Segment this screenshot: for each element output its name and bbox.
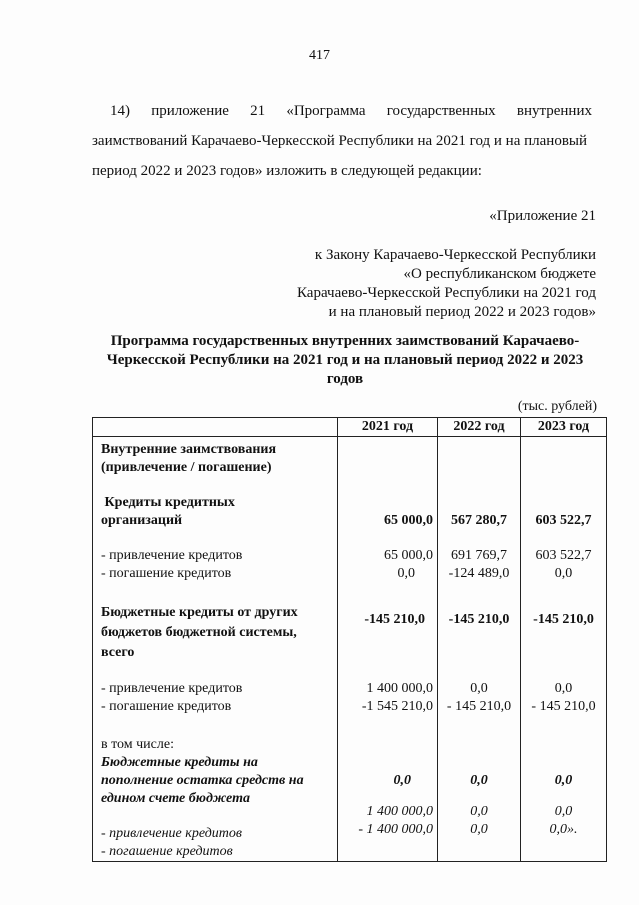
- appendix-reference: [297, 246, 596, 322]
- value-cell: - 145 210,0: [531, 699, 596, 714]
- value-cell: -145 210,0: [364, 612, 425, 627]
- value-cell: 65 000,0: [384, 513, 433, 528]
- value-cell: 0,0: [470, 804, 488, 819]
- intro-line: период 2022 и 2023 годов» изложить в следующей редакции:: [92, 163, 482, 179]
- value-cell: 0,0: [470, 773, 488, 788]
- value-cell: -124 489,0: [448, 566, 510, 581]
- value-cell: 0,0: [393, 773, 411, 788]
- page-number: 417: [309, 48, 330, 63]
- table-header-row: [93, 418, 607, 437]
- value-cell: 0,0: [470, 681, 488, 696]
- value-cell: 603 522,7: [535, 548, 592, 563]
- value-cell: -145 210,0: [448, 612, 510, 627]
- value-cell: -1 545 210,0: [361, 699, 433, 714]
- value-cell: 567 280,7: [451, 513, 507, 528]
- column-2021: [338, 437, 438, 862]
- header-cell: [93, 418, 338, 437]
- value-cell: - 145 210,0: [446, 699, 512, 714]
- units-label: (тыс. рублей): [517, 399, 597, 414]
- appendix-line: Карачаево-Черкесской Республики на 2021 год: [297, 285, 596, 301]
- appendix-title: «Приложение 21: [489, 208, 596, 224]
- intro-line: заимствований Карачаево-Черкесской Республики на 2021 год и на плановый: [92, 133, 588, 149]
- row-label: Внутренние заимствования (привлечение / погашение): [101, 442, 277, 475]
- value-cell: 691 769,7: [451, 548, 507, 563]
- column-2023: [521, 437, 607, 862]
- row-label: Бюджетные кредиты от других бюджетов бюджетной системы, всего: [101, 605, 298, 660]
- row-label: - привлечение кредитов - погашение кредитов: [101, 826, 242, 859]
- value-cell: 1 400 000,0: [366, 681, 433, 696]
- column-2022: [438, 437, 521, 862]
- document-title: [95, 332, 595, 389]
- header-cell: 2022 год: [438, 418, 521, 437]
- value-cell: 65 000,0: [384, 548, 433, 563]
- header-cell: 2021 год: [338, 418, 438, 437]
- title-line: Программа государственных внутренних заимствований Карачаево-: [110, 333, 580, 349]
- value-cell: 0,0: [554, 804, 573, 819]
- value-cell: 603 522,7: [535, 513, 592, 528]
- row-label: - привлечение кредитов - погашение кредитов: [101, 681, 243, 714]
- label-column: [93, 437, 338, 862]
- appendix-line: «О республиканском бюджете: [403, 266, 596, 282]
- appendix-line: к Закону Карачаево-Черкесской Республики: [314, 247, 596, 263]
- row-label: Кредиты кредитных организаций: [101, 495, 235, 528]
- intro-paragraph: [92, 96, 592, 186]
- value-cell: 0,0: [554, 566, 573, 581]
- title-line: годов: [326, 371, 364, 387]
- value-cell: -145 210,0: [533, 612, 594, 627]
- borrowing-table: [92, 417, 607, 862]
- row-label: Бюджетные кредиты на пополнение остатка средств на едином счете бюджета: [101, 755, 304, 806]
- value-cell: 0,0: [554, 773, 573, 788]
- value-cell: 0,0».: [549, 822, 578, 837]
- row-label: в том числе:: [101, 737, 174, 752]
- value-cell: - 1 400 000,0: [358, 822, 433, 837]
- appendix-line: и на плановый период 2022 и 2023 годов»: [328, 304, 596, 320]
- table-body-row: [93, 437, 607, 862]
- row-label: - привлечение кредитов - погашение кредитов: [101, 548, 243, 581]
- value-cell: 0,0: [470, 822, 488, 837]
- value-cell: 0,0: [554, 681, 573, 696]
- intro-line: 14) приложение 21 «Программа государственных внутренних: [110, 103, 592, 119]
- title-line: Черкесской Республики на 2021 год и на плановый период 2022 и 2023: [106, 352, 584, 368]
- header-cell: 2023 год: [521, 418, 607, 437]
- value-cell: 0,0: [397, 566, 415, 581]
- value-cell: 1 400 000,0: [366, 804, 433, 819]
